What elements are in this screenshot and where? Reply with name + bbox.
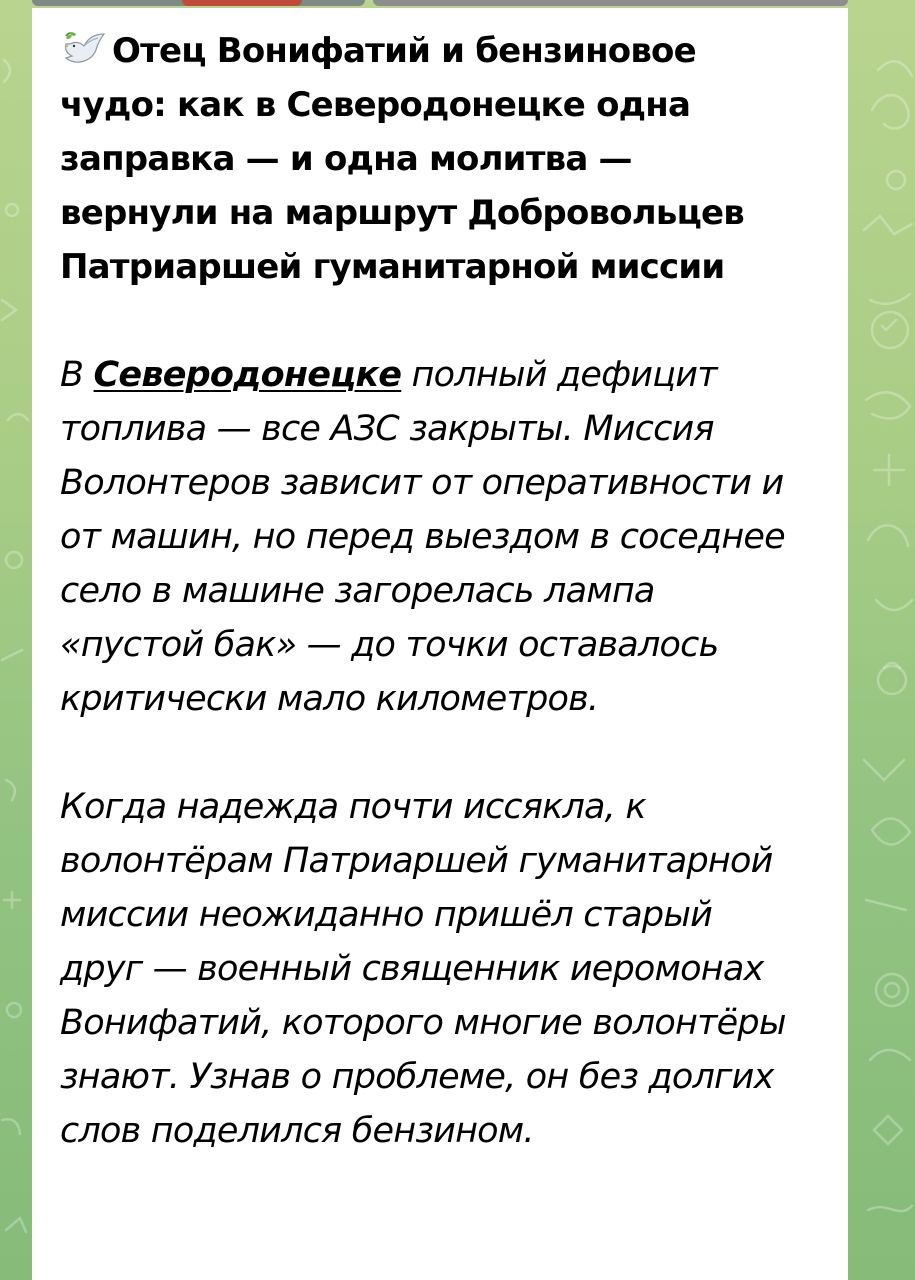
post-title-text: Отец Вонифатий и бензиновое чудо: как в Северодонецке одна заправка — и одна молитва — вернули на маршрут Добровольцев Патриаршей гуманитарной миссии (60, 31, 744, 287)
paragraph-intro-text: В (60, 355, 94, 395)
paragraph-body-text: полный дефицит топлива — все АЗС закрыты. Миссия Волонтеров зависит от оперативности и от машин, но перед выездом в соседнее село в машине загорелась лампа «пустой бак» — до точки оставалось критически мало километров. (60, 355, 785, 719)
previous-message-media-edge (32, 0, 848, 8)
media-thumbnail-edge-accent (182, 0, 302, 6)
paragraph-priest-help: Когда надежда почти иссякла, к волонтёрам Патриаршей гуманитарной миссии неожиданно пришёл старый друг — военный священник иеромонах Вонифатий, которого многие волонтёры знают. Узнав о проблеме, он без долгих слов поделился бензином. (60, 787, 786, 1151)
paragraph-fuel-shortage (60, 348, 795, 726)
post-title (60, 24, 780, 294)
hashtag-link-severodonetsk[interactable]: Северодонецке (93, 355, 402, 395)
message-content (60, 24, 830, 1158)
media-thumbnail-edge-right (373, 0, 848, 6)
dove-icon (60, 28, 108, 64)
